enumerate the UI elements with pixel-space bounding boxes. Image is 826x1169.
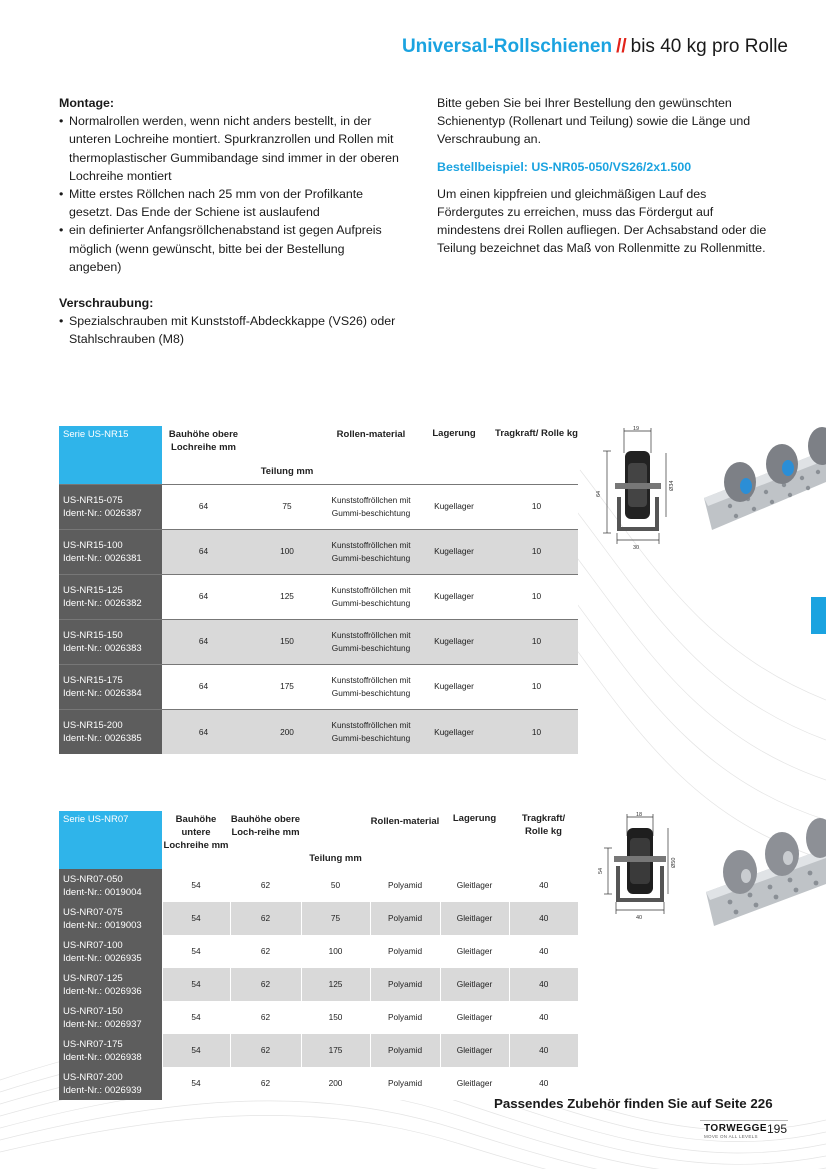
height-lower-cell: 54 bbox=[162, 1034, 230, 1067]
material-cell: Polyamid bbox=[370, 902, 440, 935]
page-number: 195 bbox=[767, 1122, 788, 1136]
pitch-cell: 100 bbox=[301, 935, 370, 968]
table-row bbox=[59, 619, 578, 664]
technical-drawing-nr15 bbox=[595, 425, 685, 553]
height-upper-cell: 62 bbox=[230, 935, 301, 968]
accessory-note: Passendes Zubehör finden Sie auf Seite 226 bbox=[494, 1096, 773, 1111]
pitch-cell: 175 bbox=[245, 664, 329, 709]
article-cell bbox=[59, 619, 162, 664]
pitch-cell: 75 bbox=[245, 484, 329, 529]
height-cell: 64 bbox=[162, 709, 245, 754]
bearing-cell: Kugellager bbox=[413, 619, 495, 664]
article-number: US-NR07-100 bbox=[63, 939, 123, 951]
right-column bbox=[437, 94, 772, 258]
height-cell: 64 bbox=[162, 529, 245, 574]
ident-number: Ident-Nr.: 0026384 bbox=[63, 687, 142, 699]
load-cell: 10 bbox=[495, 529, 578, 574]
column-header: Lagerung bbox=[413, 426, 495, 484]
dimension-label: 18 bbox=[636, 812, 643, 818]
pitch-cell: 100 bbox=[245, 529, 329, 574]
article-number: US-NR07-150 bbox=[63, 1005, 123, 1017]
ident-number: Ident-Nr.: 0026385 bbox=[63, 732, 142, 744]
material-cell: Kunststoffröllchen mit Gummi-beschichtung bbox=[329, 709, 413, 754]
material-cell: Kunststoffröllchen mit Gummi-beschichtung bbox=[329, 529, 413, 574]
column-header: Lagerung bbox=[440, 811, 509, 869]
load-cell: 40 bbox=[509, 935, 578, 968]
article-cell bbox=[59, 902, 162, 935]
article-cell bbox=[59, 869, 162, 902]
montage-heading: Montage: bbox=[59, 96, 115, 110]
height-cell: 64 bbox=[162, 664, 245, 709]
table-row bbox=[59, 484, 578, 529]
load-cell: 40 bbox=[509, 1001, 578, 1034]
article-number: US-NR07-200 bbox=[63, 1071, 123, 1083]
height-upper-cell: 62 bbox=[230, 968, 301, 1001]
dimension-label: Ø34 bbox=[669, 480, 675, 491]
pitch-cell: 200 bbox=[245, 709, 329, 754]
table-row bbox=[59, 709, 578, 754]
table-row bbox=[59, 1034, 578, 1067]
bearing-cell: Kugellager bbox=[413, 574, 495, 619]
table-row bbox=[59, 968, 578, 1001]
dimension-label: 64 bbox=[596, 490, 602, 497]
load-cell: 40 bbox=[509, 869, 578, 902]
table-row bbox=[59, 869, 578, 902]
article-number: US-NR07-075 bbox=[63, 906, 123, 918]
height-lower-cell: 54 bbox=[162, 869, 230, 902]
height-lower-cell: 54 bbox=[162, 935, 230, 968]
bearing-cell: Gleitlager bbox=[440, 902, 509, 935]
pitch-info-text: Um einen kippfreien und gleichmäßigen Lauf des Fördergutes zu erreichen, muss das Fördergut auf mindestens drei Rollen aufliegen. Der Achsabstand oder die Teilung bezeichnet das Maß von Rollenmitte zu Rollenmitte. bbox=[437, 186, 767, 256]
material-cell: Polyamid bbox=[370, 869, 440, 902]
dimension-label: 54 bbox=[598, 867, 604, 874]
material-cell: Polyamid bbox=[370, 935, 440, 968]
pitch-cell: 75 bbox=[301, 902, 370, 935]
load-cell: 10 bbox=[495, 709, 578, 754]
dimension-label: 30 bbox=[633, 545, 640, 551]
title-separator: // bbox=[616, 36, 627, 57]
pitch-cell: 125 bbox=[301, 968, 370, 1001]
ident-number: Ident-Nr.: 0026935 bbox=[63, 952, 142, 964]
bearing-cell: Kugellager bbox=[413, 529, 495, 574]
material-cell: Kunststoffröllchen mit Gummi-beschichtung bbox=[329, 484, 413, 529]
material-cell: Polyamid bbox=[370, 1034, 440, 1067]
article-cell bbox=[59, 529, 162, 574]
ident-number: Ident-Nr.: 0026938 bbox=[63, 1051, 142, 1063]
chapter-tab bbox=[811, 597, 826, 634]
material-cell: Kunststoffröllchen mit Gummi-beschichtung bbox=[329, 619, 413, 664]
ident-number: Ident-Nr.: 0026939 bbox=[63, 1084, 142, 1096]
dimension-label: Ø50 bbox=[671, 857, 677, 868]
title-sub: bis 40 kg pro Rolle bbox=[630, 36, 788, 57]
table-row bbox=[59, 935, 578, 968]
article-number: US-NR15-100 bbox=[63, 539, 123, 551]
article-cell bbox=[59, 935, 162, 968]
order-info-text: Bitte geben Sie bei Ihrer Bestellung den gewünschten Schienentyp (Rollenart und Teilung) sowie die Länge und Verschraubung an. bbox=[437, 96, 751, 147]
material-cell: Polyamid bbox=[370, 1001, 440, 1034]
material-cell: Kunststoffröllchen mit Gummi-beschichtung bbox=[329, 574, 413, 619]
bearing-cell: Gleitlager bbox=[440, 1034, 509, 1067]
bearing-cell: Gleitlager bbox=[440, 968, 509, 1001]
logo-tagline: MOVE ON ALL LEVELS bbox=[704, 1134, 758, 1139]
article-number: US-NR15-075 bbox=[63, 494, 123, 506]
article-number: US-NR15-200 bbox=[63, 719, 123, 731]
pitch-cell: 50 bbox=[301, 869, 370, 902]
article-cell bbox=[59, 709, 162, 754]
height-cell: 64 bbox=[162, 619, 245, 664]
ident-number: Ident-Nr.: 0026382 bbox=[63, 597, 142, 609]
pitch-cell: 150 bbox=[301, 1001, 370, 1034]
load-cell: 10 bbox=[495, 619, 578, 664]
article-number: US-NR15-150 bbox=[63, 629, 123, 641]
height-cell: 64 bbox=[162, 574, 245, 619]
pitch-cell: 150 bbox=[245, 619, 329, 664]
montage-list bbox=[59, 112, 399, 276]
column-header: Bauhöhe obere Loch-reihe mm bbox=[230, 811, 301, 869]
page-title bbox=[402, 36, 788, 58]
article-cell bbox=[59, 968, 162, 1001]
dimension-label: 19 bbox=[633, 426, 640, 432]
product-photo-nr07 bbox=[700, 808, 826, 928]
load-cell: 10 bbox=[495, 484, 578, 529]
height-lower-cell: 54 bbox=[162, 1067, 230, 1100]
column-header: Tragkraft/ Rolle kg bbox=[509, 811, 578, 869]
ident-number: Ident-Nr.: 0026387 bbox=[63, 507, 142, 519]
verschraubung-list bbox=[59, 312, 399, 348]
pitch-cell: 200 bbox=[301, 1067, 370, 1100]
column-header: Tragkraft/ Rolle kg bbox=[495, 426, 578, 484]
column-header: Rollen-material bbox=[329, 426, 413, 484]
spec-table-nr07 bbox=[59, 811, 578, 1100]
montage-item: • Normalrollen werden, wenn nicht anders bestellt, in der unteren Lochreihe montiert. Spurkranzrollen und Rollen mit thermoplastischer Gummibandage sind immer in der oberen Lochreihe montiert bbox=[59, 112, 399, 185]
article-number: US-NR07-050 bbox=[63, 873, 123, 885]
ident-number: Ident-Nr.: 0026937 bbox=[63, 1018, 142, 1030]
ident-number: Ident-Nr.: 0019003 bbox=[63, 919, 142, 931]
height-cell: 64 bbox=[162, 484, 245, 529]
bearing-cell: Gleitlager bbox=[440, 1067, 509, 1100]
bearing-cell: Gleitlager bbox=[440, 869, 509, 902]
dimension-label: 40 bbox=[636, 915, 643, 921]
load-cell: 40 bbox=[509, 1067, 578, 1100]
material-cell: Polyamid bbox=[370, 1067, 440, 1100]
article-cell bbox=[59, 664, 162, 709]
ident-number: Ident-Nr.: 0026381 bbox=[63, 552, 142, 564]
technical-drawing-nr07 bbox=[594, 810, 686, 926]
ident-number: Ident-Nr.: 0019004 bbox=[63, 886, 142, 898]
ident-number: Ident-Nr.: 0026936 bbox=[63, 985, 142, 997]
pitch-cell: 175 bbox=[301, 1034, 370, 1067]
product-photo-nr15 bbox=[700, 420, 826, 532]
height-upper-cell: 62 bbox=[230, 1001, 301, 1034]
bearing-cell: Gleitlager bbox=[440, 935, 509, 968]
height-upper-cell: 62 bbox=[230, 1034, 301, 1067]
order-example: Bestellbeispiel: US-NR05-050/VS26/2x1.500 bbox=[437, 159, 692, 174]
table-row bbox=[59, 1001, 578, 1034]
column-header: Teilung mm bbox=[301, 811, 370, 869]
article-cell bbox=[59, 1034, 162, 1067]
series-label: Serie US-NR15 bbox=[59, 426, 162, 484]
company-logo bbox=[704, 1123, 767, 1139]
left-column bbox=[59, 94, 399, 349]
bearing-cell: Kugellager bbox=[413, 709, 495, 754]
pitch-cell: 125 bbox=[245, 574, 329, 619]
article-cell bbox=[59, 574, 162, 619]
height-lower-cell: 54 bbox=[162, 968, 230, 1001]
article-cell bbox=[59, 1067, 162, 1100]
article-number: US-NR15-125 bbox=[63, 584, 123, 596]
bearing-cell: Kugellager bbox=[413, 484, 495, 529]
title-main: Universal-Rollschienen bbox=[401, 36, 613, 57]
load-cell: 10 bbox=[495, 574, 578, 619]
article-number: US-NR07-125 bbox=[63, 972, 123, 984]
ident-number: Ident-Nr.: 0026383 bbox=[63, 642, 142, 654]
verschraubung-item: • Spezialschrauben mit Kunststoff-Abdeckkappe (VS26) oder Stahlschrauben (M8) bbox=[59, 312, 399, 348]
article-cell bbox=[59, 484, 162, 529]
column-header: Teilung mm bbox=[245, 426, 329, 484]
load-cell: 40 bbox=[509, 968, 578, 1001]
height-upper-cell: 62 bbox=[230, 902, 301, 935]
column-header: Rollen-material bbox=[370, 811, 440, 869]
verschraubung-heading: Verschraubung: bbox=[59, 296, 154, 311]
bearing-cell: Gleitlager bbox=[440, 1001, 509, 1034]
height-lower-cell: 54 bbox=[162, 1001, 230, 1034]
table-row bbox=[59, 529, 578, 574]
footer-divider bbox=[700, 1120, 788, 1121]
load-cell: 10 bbox=[495, 664, 578, 709]
load-cell: 40 bbox=[509, 1034, 578, 1067]
material-cell: Polyamid bbox=[370, 968, 440, 1001]
montage-item: • ein definierter Anfangsröllchenabstand ist gegen Aufpreis möglich (wenn gewünscht, bitte bei der Bestellung angeben) bbox=[59, 221, 399, 276]
column-header: Bauhöhe untere Lochreihe mm bbox=[162, 811, 230, 869]
table-row bbox=[59, 902, 578, 935]
table-row bbox=[59, 664, 578, 709]
logo-wordmark: TORWEGGE bbox=[704, 1123, 768, 1134]
height-lower-cell: 54 bbox=[162, 902, 230, 935]
series-label: Serie US-NR07 bbox=[59, 811, 162, 869]
article-number: US-NR15-175 bbox=[63, 674, 123, 686]
spec-table-nr15 bbox=[59, 426, 578, 754]
article-cell bbox=[59, 1001, 162, 1034]
montage-item: • Mitte erstes Röllchen nach 25 mm von der Profilkante gesetzt. Das Ende der Schiene ist auslaufend bbox=[59, 185, 399, 221]
column-header: Bauhöhe obere Lochreihe mm bbox=[162, 426, 245, 484]
article-number: US-NR07-175 bbox=[63, 1038, 123, 1050]
material-cell: Kunststoffröllchen mit Gummi-beschichtung bbox=[329, 664, 413, 709]
height-upper-cell: 62 bbox=[230, 869, 301, 902]
height-upper-cell: 62 bbox=[230, 1067, 301, 1100]
table-row bbox=[59, 574, 578, 619]
bearing-cell: Kugellager bbox=[413, 664, 495, 709]
load-cell: 40 bbox=[509, 902, 578, 935]
